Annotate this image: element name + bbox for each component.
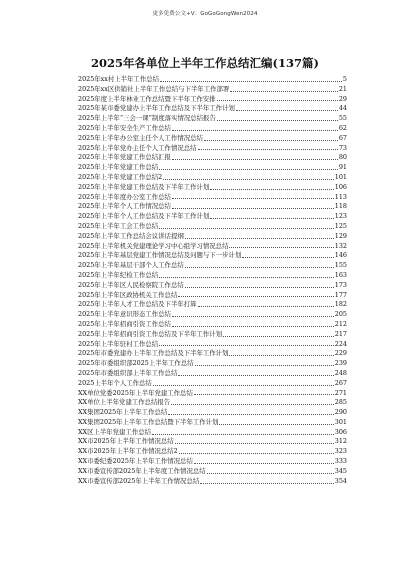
toc-leader-dots <box>172 316 334 317</box>
toc-leader-dots <box>194 463 334 464</box>
toc-leader-dots <box>168 414 334 415</box>
toc-entry-page-number: 212 <box>334 319 347 328</box>
toc-entry-page-number: 229 <box>334 349 347 358</box>
toc-entry[interactable] <box>78 222 347 232</box>
toc-leader-dots <box>210 189 334 190</box>
toc-entry-title: 2025年上半年个人工作总结及下半年工作计划 <box>78 212 210 221</box>
toc-entry[interactable] <box>78 369 347 379</box>
toc-entry-title: 2025年上半年党办主任个人工作情况总结 <box>78 143 197 152</box>
toc-leader-dots <box>163 179 334 180</box>
toc-entry-page-number: 101 <box>334 172 347 181</box>
toc-entry-page-number: 29 <box>338 94 347 103</box>
toc-entry[interactable] <box>78 183 347 193</box>
toc-entry[interactable] <box>78 75 347 85</box>
toc-leader-dots <box>160 81 342 82</box>
toc-entry[interactable] <box>78 408 347 418</box>
toc-entry-page-number: 205 <box>334 310 347 319</box>
toc-entry-page-number: 5 <box>342 75 347 83</box>
toc-entry-title: 2025年xx村上半年工作总结 <box>78 75 159 83</box>
toc-entry-page-number: 62 <box>338 123 347 132</box>
toc-leader-dots <box>178 375 333 376</box>
toc-entry-title: XX市委宣传部2025年上半年工作情况总结 <box>78 476 200 485</box>
toc-entry-title: XX市委宣传部2025年上半年度工作情况总结 <box>78 466 206 475</box>
toc-leader-dots <box>185 267 334 268</box>
toc-entry-title: 2025年上半年驻村工作总结 <box>78 339 159 348</box>
toc-leader-dots <box>229 247 333 248</box>
toc-entry-title: 2025年上半年意识形态工作总结 <box>78 310 171 319</box>
toc-entry-title: 2025年上半年招商引资工作总结 <box>78 319 171 328</box>
toc-entry-page-number: 290 <box>334 408 347 417</box>
toc-leader-dots <box>185 287 334 288</box>
toc-leader-dots <box>152 434 334 435</box>
toc-leader-dots <box>223 336 334 337</box>
toc-entry[interactable] <box>78 173 347 183</box>
toc-entry[interactable] <box>78 163 347 173</box>
toc-entry-title: XX区上半年党建工作总结 <box>78 427 152 436</box>
toc-leader-dots <box>159 345 334 346</box>
toc-entry[interactable] <box>78 428 347 438</box>
toc-leader-dots <box>217 120 338 121</box>
toc-leader-dots <box>195 365 334 366</box>
toc-entry-page-number: 354 <box>334 476 347 485</box>
toc-leader-dots <box>172 130 338 131</box>
toc-entry[interactable] <box>78 261 347 271</box>
toc-entry[interactable] <box>78 389 347 399</box>
toc-entry-title: XX市委纪委2025年上半年工作情况总结 <box>78 457 193 466</box>
toc-leader-dots <box>185 238 334 239</box>
toc-leader-dots <box>210 218 334 219</box>
toc-entry-title: XX集团2025年上半年工作总结暨下半年工作计划 <box>78 417 219 426</box>
toc-entry-title: 2025年上半年区政协机关工作总结 <box>78 290 178 299</box>
toc-entry-page-number: 129 <box>334 231 347 240</box>
toc-entry-title: 2025年上半年工会工作总结 <box>78 221 159 230</box>
toc-entry-title: 2025年上半年党建工作总结 <box>78 163 159 172</box>
toc-leader-dots <box>153 385 334 386</box>
toc-entry[interactable] <box>78 232 347 242</box>
toc-entry-title: 2025年上半年党建工作总结2 <box>78 172 163 181</box>
toc-entry[interactable] <box>78 212 347 222</box>
toc-entry-page-number: 113 <box>334 192 347 201</box>
toc-leader-dots <box>217 100 338 101</box>
toc-entry-title: 2025年上半年基层干部个人工作总结 <box>78 261 184 270</box>
toc-entry[interactable] <box>78 251 347 261</box>
toc-leader-dots <box>230 91 338 92</box>
toc-entry-page-number: 132 <box>334 241 347 250</box>
toc-entry[interactable] <box>78 300 347 310</box>
toc-leader-dots <box>242 257 334 258</box>
toc-entry[interactable] <box>78 477 347 487</box>
toc-entry[interactable] <box>78 398 347 408</box>
toc-entry-title: XX市2025年上半年工作情况总结 <box>78 437 174 446</box>
toc-entry[interactable] <box>78 340 347 350</box>
toc-entry-page-number: 125 <box>334 221 347 230</box>
toc-entry-title: 2025年上半年机关党建理论学习中心组学习情况总结 <box>78 241 229 250</box>
toc-leader-dots <box>179 453 334 454</box>
toc-entry[interactable] <box>78 291 347 301</box>
toc-entry-title: 2025年上半年人才工作总结及下半年打算 <box>78 300 197 309</box>
toc-leader-dots <box>159 169 338 170</box>
toc-entry-page-number: 323 <box>334 447 347 456</box>
toc-leader-dots <box>194 394 334 395</box>
toc-entry[interactable] <box>78 271 347 281</box>
toc-entry[interactable] <box>78 114 347 124</box>
toc-entry-title: 2025年xx区供销社上半年工作总结与下半年工作部署 <box>78 84 230 93</box>
toc-leader-dots <box>207 473 334 474</box>
toc-entry-page-number: 80 <box>338 153 347 162</box>
toc-entry-title: 2025上半年个人工作总结 <box>78 378 152 387</box>
toc-entry-page-number: 267 <box>334 378 347 387</box>
toc-entry-title: 2025年市委组织部上半年工作总结 <box>78 368 178 377</box>
toc-entry[interactable] <box>78 153 347 163</box>
toc-leader-dots <box>159 228 334 229</box>
toc-entry-title: 2025年上半年党建工作总结汇报 <box>78 153 171 162</box>
toc-entry[interactable] <box>78 202 347 212</box>
toc-entry-page-number: 224 <box>334 339 347 348</box>
toc-entry-page-number: 248 <box>334 368 347 377</box>
toc-entry[interactable] <box>78 281 347 291</box>
toc-entry[interactable] <box>78 104 347 114</box>
toc-entry[interactable] <box>78 310 347 320</box>
toc-entry[interactable] <box>78 193 347 203</box>
toc-entry-title: 2025年上半年工作总结会议讲话提纲 <box>78 231 184 240</box>
toc-entry-page-number: 182 <box>334 300 347 309</box>
toc-entry-title: 2025年上半年招商引资工作总结及下半年工作计划 <box>78 329 223 338</box>
page-header: 更多免费公文+V：GoGoGongWen2024 <box>152 11 258 17</box>
toc-leader-dots <box>172 198 334 199</box>
toc-leader-dots <box>178 296 333 297</box>
toc-leader-dots <box>175 443 334 444</box>
toc-entry-title: 2025年上半年“三会一课”制度落实情况总结报告 <box>78 114 216 123</box>
toc-entry-page-number: 118 <box>334 202 347 211</box>
toc-entry-page-number: 67 <box>338 133 347 142</box>
toc-entry[interactable] <box>78 144 347 154</box>
toc-entry-page-number: 163 <box>334 270 347 279</box>
toc-entry-page-number: 239 <box>334 359 347 368</box>
toc-entry[interactable] <box>78 85 347 95</box>
toc-entry-title: 2025年上半年基层党建工作情况总结及问题与下一步计划 <box>78 251 242 260</box>
table-of-contents <box>78 75 347 486</box>
toc-leader-dots <box>172 159 338 160</box>
toc-leader-dots <box>200 483 334 484</box>
toc-entry-title: 2025年上半年纪检工作总结 <box>78 270 159 279</box>
toc-entry-page-number: 312 <box>334 437 347 446</box>
toc-entry-title: 2025年上半年度办公室工作总结 <box>78 192 171 201</box>
toc-entry[interactable] <box>78 242 347 252</box>
toc-entry-page-number: 177 <box>334 290 347 299</box>
toc-entry-title: 2025年市委党建办上半年工作总结及下半年工作计划 <box>78 349 229 358</box>
toc-entry[interactable] <box>78 437 347 447</box>
toc-entry-page-number: 91 <box>338 163 347 172</box>
toc-entry-title: 2025年上半年个人工作情况总结 <box>78 202 171 211</box>
toc-leader-dots <box>219 424 333 425</box>
toc-entry-page-number: 123 <box>334 212 347 221</box>
toc-entry[interactable] <box>78 349 347 359</box>
toc-leader-dots <box>172 208 334 209</box>
toc-entry-title: XX单位党委2025年上半年党建工作总结 <box>78 388 193 397</box>
toc-entry-title: XX单位上半年党建工作总结报告 <box>78 398 171 407</box>
toc-entry-title: XX市2025年上半年工作情况总结2 <box>78 447 178 456</box>
toc-entry[interactable] <box>78 379 347 389</box>
toc-entry-page-number: 333 <box>334 457 347 466</box>
toc-entry-page-number: 44 <box>338 104 347 113</box>
toc-entry-title: 2025年市委组织部2025上半年工作总结 <box>78 359 194 368</box>
toc-entry-page-number: 146 <box>334 251 347 260</box>
toc-entry[interactable] <box>78 124 347 134</box>
toc-entry-page-number: 73 <box>338 143 347 152</box>
toc-entry-title: 2025年上半年办公室主任个人工作情况总结 <box>78 133 203 142</box>
toc-entry[interactable] <box>78 95 347 105</box>
toc-entry[interactable] <box>78 457 347 467</box>
toc-leader-dots <box>159 277 334 278</box>
toc-leader-dots <box>198 306 334 307</box>
toc-entry-page-number: 106 <box>334 182 347 191</box>
toc-entry-page-number: 55 <box>338 114 347 123</box>
toc-entry-page-number: 285 <box>334 398 347 407</box>
toc-leader-dots <box>172 326 334 327</box>
toc-leader-dots <box>236 110 338 111</box>
toc-entry[interactable] <box>78 134 347 144</box>
toc-entry-page-number: 217 <box>334 329 347 338</box>
document-title: 2025年各单位上半年工作总结汇编(137篇) <box>91 56 319 70</box>
toc-leader-dots <box>171 404 334 405</box>
toc-entry[interactable] <box>78 359 347 369</box>
toc-leader-dots <box>229 355 333 356</box>
toc-entry[interactable] <box>78 418 347 428</box>
toc-entry[interactable] <box>78 467 347 477</box>
toc-entry-page-number: 21 <box>338 84 347 93</box>
toc-entry-title: 2025年度上半年林业工作总结暨下半年工作安排 <box>78 94 216 103</box>
toc-entry-page-number: 155 <box>334 261 347 270</box>
toc-entry-title: 2025年上半年党建工作总结及下半年工作计划 <box>78 182 210 191</box>
toc-entry-title: 2025年某市委党建办上半年工作总结及下半年工作计划 <box>78 104 235 113</box>
toc-leader-dots <box>204 140 338 141</box>
toc-entry-page-number: 345 <box>334 466 347 475</box>
toc-leader-dots <box>198 149 338 150</box>
toc-entry-title: 2025年上半年区人民检察院工作总结 <box>78 280 184 289</box>
toc-entry-title: 2025年上半年安全生产工作总结 <box>78 123 171 132</box>
toc-entry-page-number: 306 <box>334 427 347 436</box>
toc-entry[interactable] <box>78 447 347 457</box>
toc-entry-page-number: 173 <box>334 280 347 289</box>
toc-entry[interactable] <box>78 330 347 340</box>
toc-entry[interactable] <box>78 320 347 330</box>
toc-entry-title: XX集团2025年上半年工作总结 <box>78 408 168 417</box>
toc-entry-page-number: 271 <box>334 388 347 397</box>
toc-entry-page-number: 301 <box>334 417 347 426</box>
